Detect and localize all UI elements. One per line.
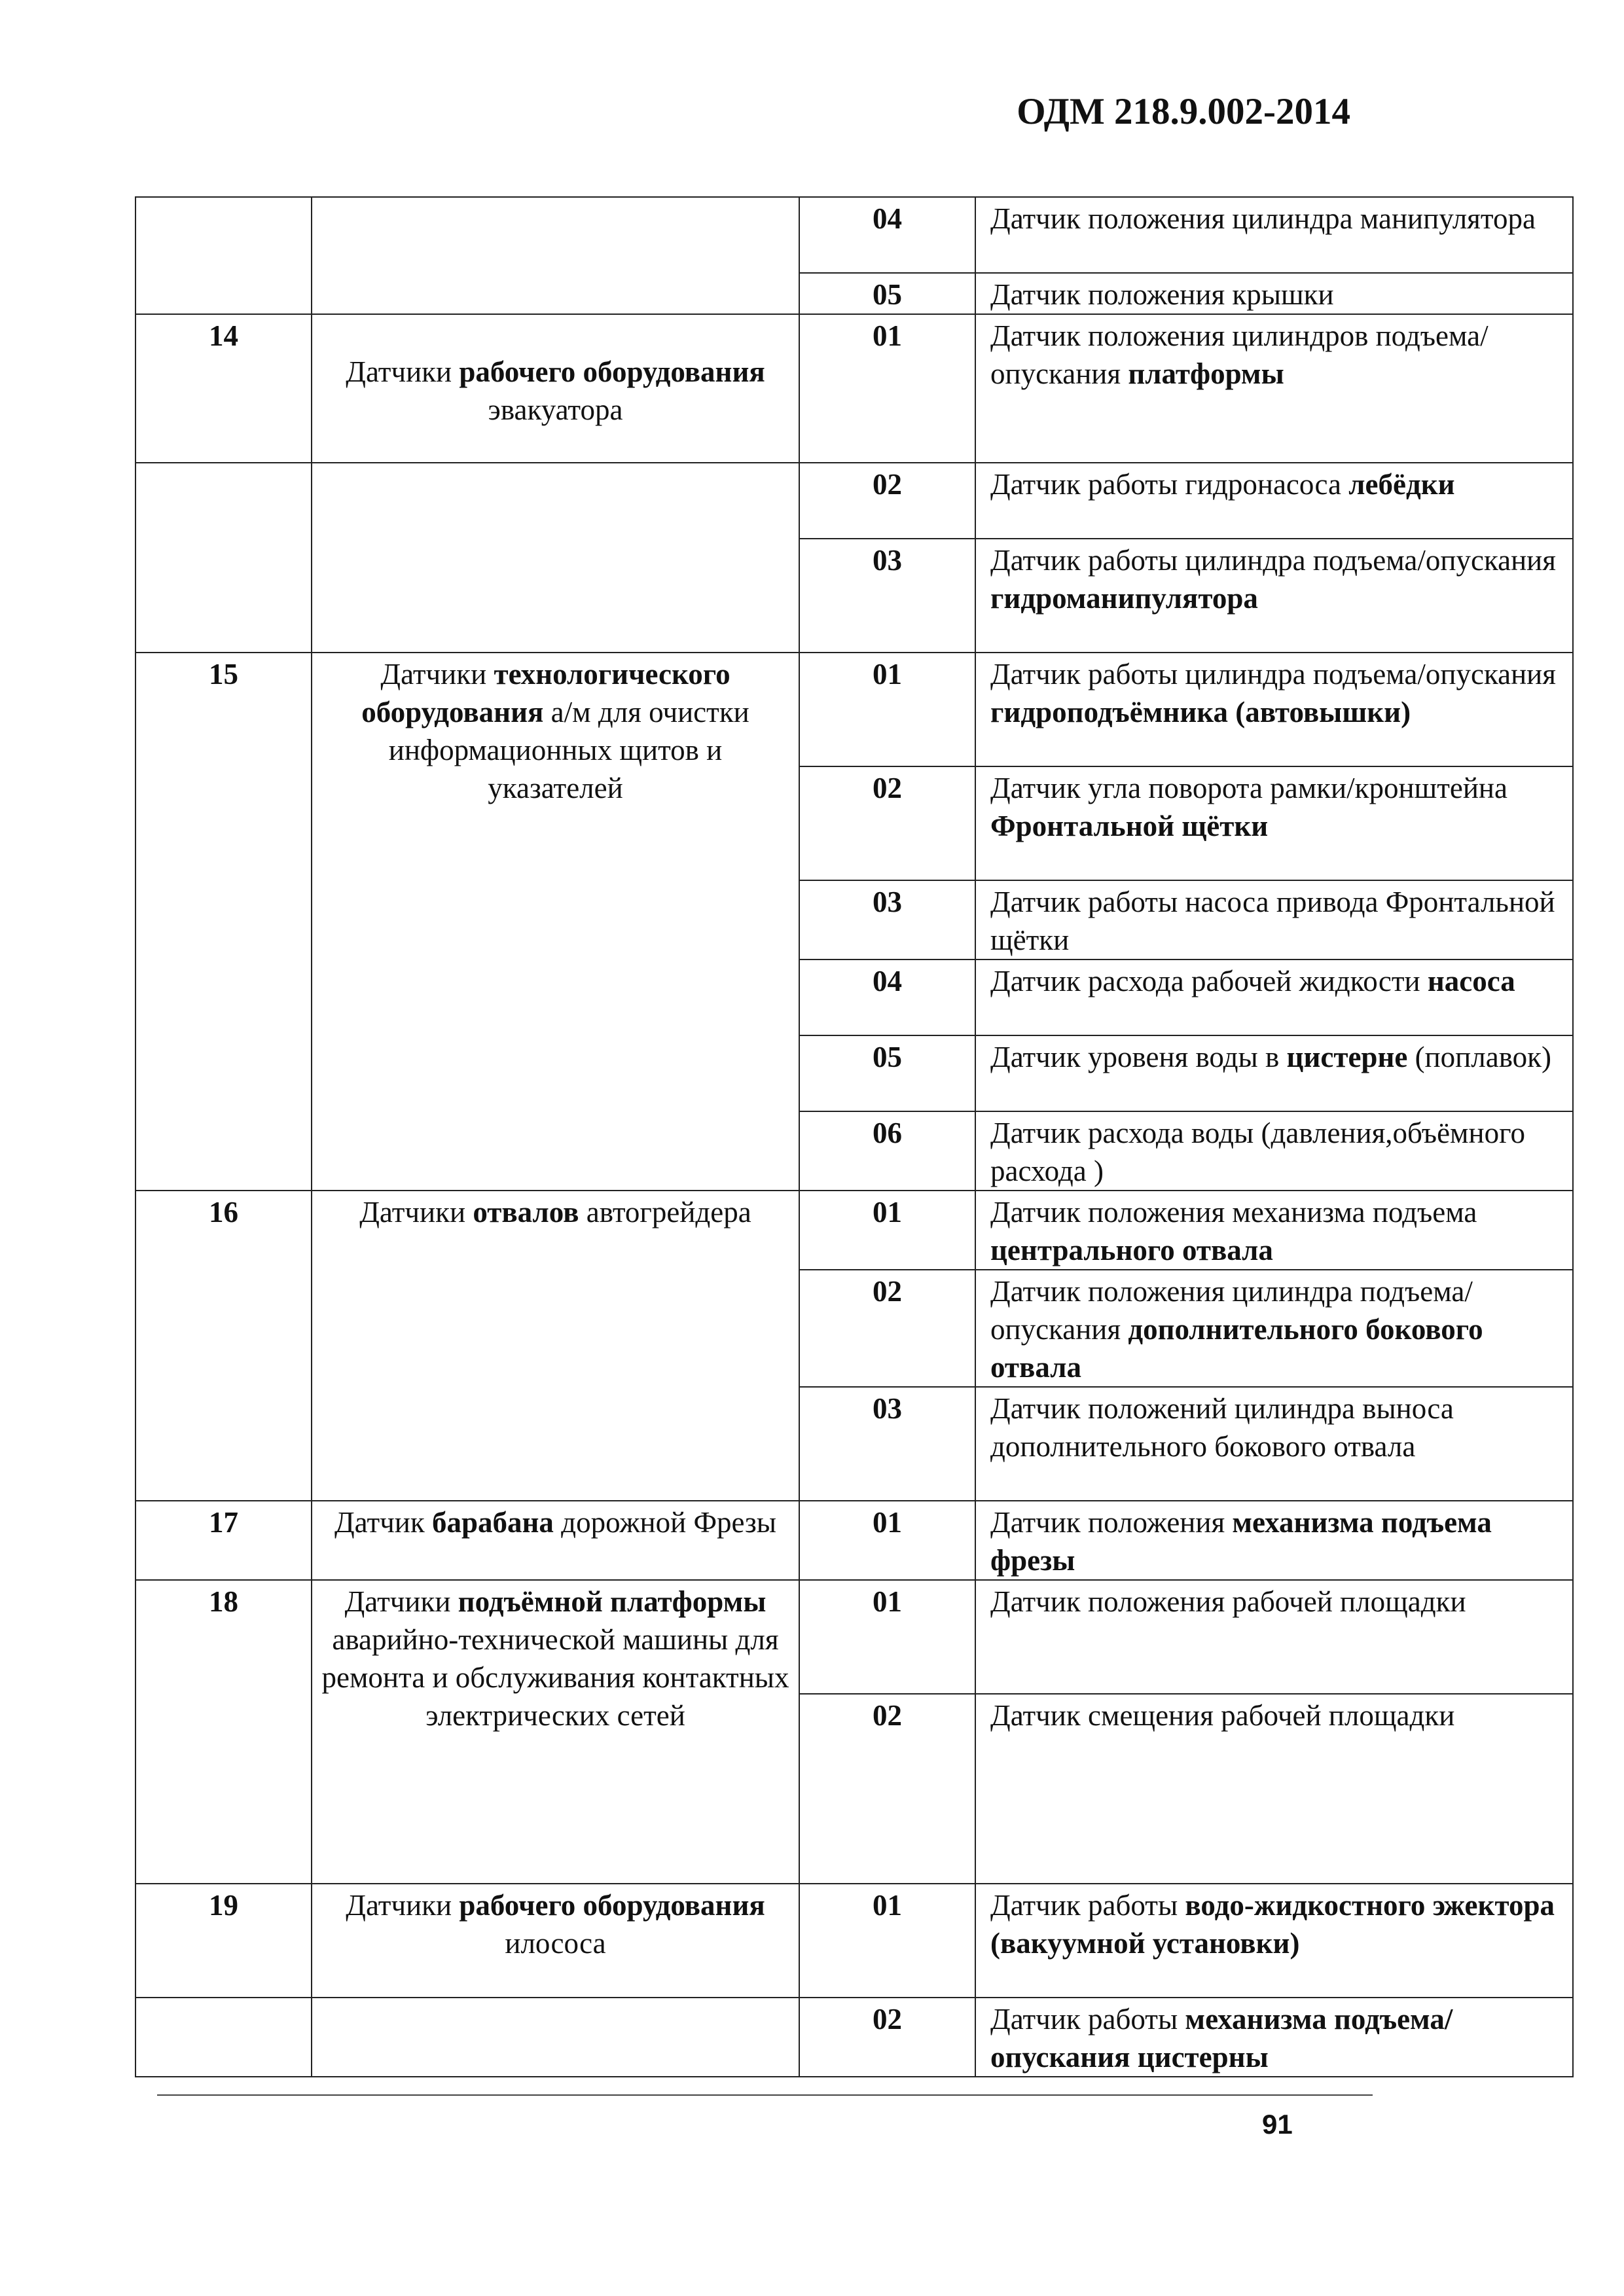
description-cell: Датчик смещения рабочей площадки <box>975 1694 1573 1884</box>
description-cell: Датчик работы гидронасоса лебёдки <box>975 463 1573 539</box>
group-cell: Датчики рабочего оборудования илососа <box>312 1884 799 1998</box>
code-cell: 02 <box>799 1694 975 1884</box>
row-number-cell: 17 <box>135 1501 312 1580</box>
row-number-cell: 14 <box>135 314 312 463</box>
document-code-header: ОДМ 218.9.002-2014 <box>1017 91 1350 132</box>
description-cell: Датчик уровеня воды в цистерне (поплавок) <box>975 1035 1573 1111</box>
table-row <box>135 653 1573 766</box>
code-cell: 04 <box>799 960 975 1035</box>
code-cell: 03 <box>799 880 975 960</box>
description-cell: Датчик положения цилиндров подъема/опускания платформы <box>975 314 1573 463</box>
table-row <box>135 197 1573 273</box>
sensor-table <box>135 196 1574 2077</box>
group-cell: Датчики подъёмной платформы аварийно-технической машины для ремонта и обслуживания контактных электрических сетей <box>312 1580 799 1884</box>
row-number-cell: 16 <box>135 1191 312 1501</box>
code-cell: 02 <box>799 1270 975 1387</box>
group-cell <box>312 1998 799 2077</box>
description-cell: Датчик расхода воды (давления,объёмного расхода ) <box>975 1111 1573 1191</box>
description-cell: Датчик работы цилиндра подъема/опускания гидроподъёмника (автовышки) <box>975 653 1573 766</box>
description-cell: Датчик работы водо-жидкостного эжектора (вакуумной установки) <box>975 1884 1573 1998</box>
group-cell: Датчики технологического оборудования а/м для очистки информационных щитов и указателей <box>312 653 799 1191</box>
table-row <box>135 1884 1573 1998</box>
table-row <box>135 1998 1573 2077</box>
description-cell: Датчик положения рабочей площадки <box>975 1580 1573 1694</box>
description-cell: Датчик положения механизма подъема центрального отвала <box>975 1191 1573 1270</box>
row-number-cell <box>135 463 312 653</box>
code-cell: 05 <box>799 1035 975 1111</box>
code-cell: 04 <box>799 197 975 273</box>
group-cell <box>312 463 799 653</box>
description-cell: Датчик расхода рабочей жидкости насоса <box>975 960 1573 1035</box>
table-row <box>135 1580 1573 1694</box>
description-cell: Датчик работы механизма подъема/опускания цистерны <box>975 1998 1573 2077</box>
row-number-cell: 18 <box>135 1580 312 1884</box>
row-number-cell: 15 <box>135 653 312 1191</box>
code-cell: 01 <box>799 1580 975 1694</box>
group-cell: Датчик барабана дорожной Фрезы <box>312 1501 799 1580</box>
group-cell <box>312 197 799 314</box>
table-row <box>135 1191 1573 1270</box>
code-cell: 02 <box>799 463 975 539</box>
page-number: 91 <box>1262 2109 1293 2140</box>
code-cell: 05 <box>799 273 975 314</box>
code-cell: 01 <box>799 653 975 766</box>
code-cell: 03 <box>799 539 975 653</box>
table-row <box>135 314 1573 463</box>
code-cell: 02 <box>799 766 975 880</box>
description-cell: Датчик работы насоса привода Фронтальной щётки <box>975 880 1573 960</box>
row-number-cell <box>135 1998 312 2077</box>
description-cell: Датчик положения механизма подъема фрезы <box>975 1501 1573 1580</box>
footer-divider <box>157 2094 1373 2096</box>
description-cell: Датчик положения цилиндра подъема/опускания дополнительного бокового отвала <box>975 1270 1573 1387</box>
code-cell: 01 <box>799 1191 975 1270</box>
description-cell: Датчик положений цилиндра выноса дополнительного бокового отвала <box>975 1387 1573 1501</box>
table-row <box>135 463 1573 539</box>
code-cell: 01 <box>799 1884 975 1998</box>
code-cell: 01 <box>799 1501 975 1580</box>
code-cell: 01 <box>799 314 975 463</box>
row-number-cell <box>135 197 312 314</box>
code-cell: 03 <box>799 1387 975 1501</box>
code-cell: 06 <box>799 1111 975 1191</box>
table-row <box>135 1501 1573 1580</box>
group-cell: Датчики рабочего оборудования эвакуатора <box>312 314 799 463</box>
description-cell: Датчик работы цилиндра подъема/опускания гидроманипулятора <box>975 539 1573 653</box>
description-cell: Датчик положения крышки <box>975 273 1573 314</box>
code-cell: 02 <box>799 1998 975 2077</box>
description-cell: Датчик положения цилиндра манипулятора <box>975 197 1573 273</box>
group-cell: Датчики отвалов автогрейдера <box>312 1191 799 1501</box>
description-cell: Датчик угла поворота рамки/кронштейна Фронтальной щётки <box>975 766 1573 880</box>
row-number-cell: 19 <box>135 1884 312 1998</box>
